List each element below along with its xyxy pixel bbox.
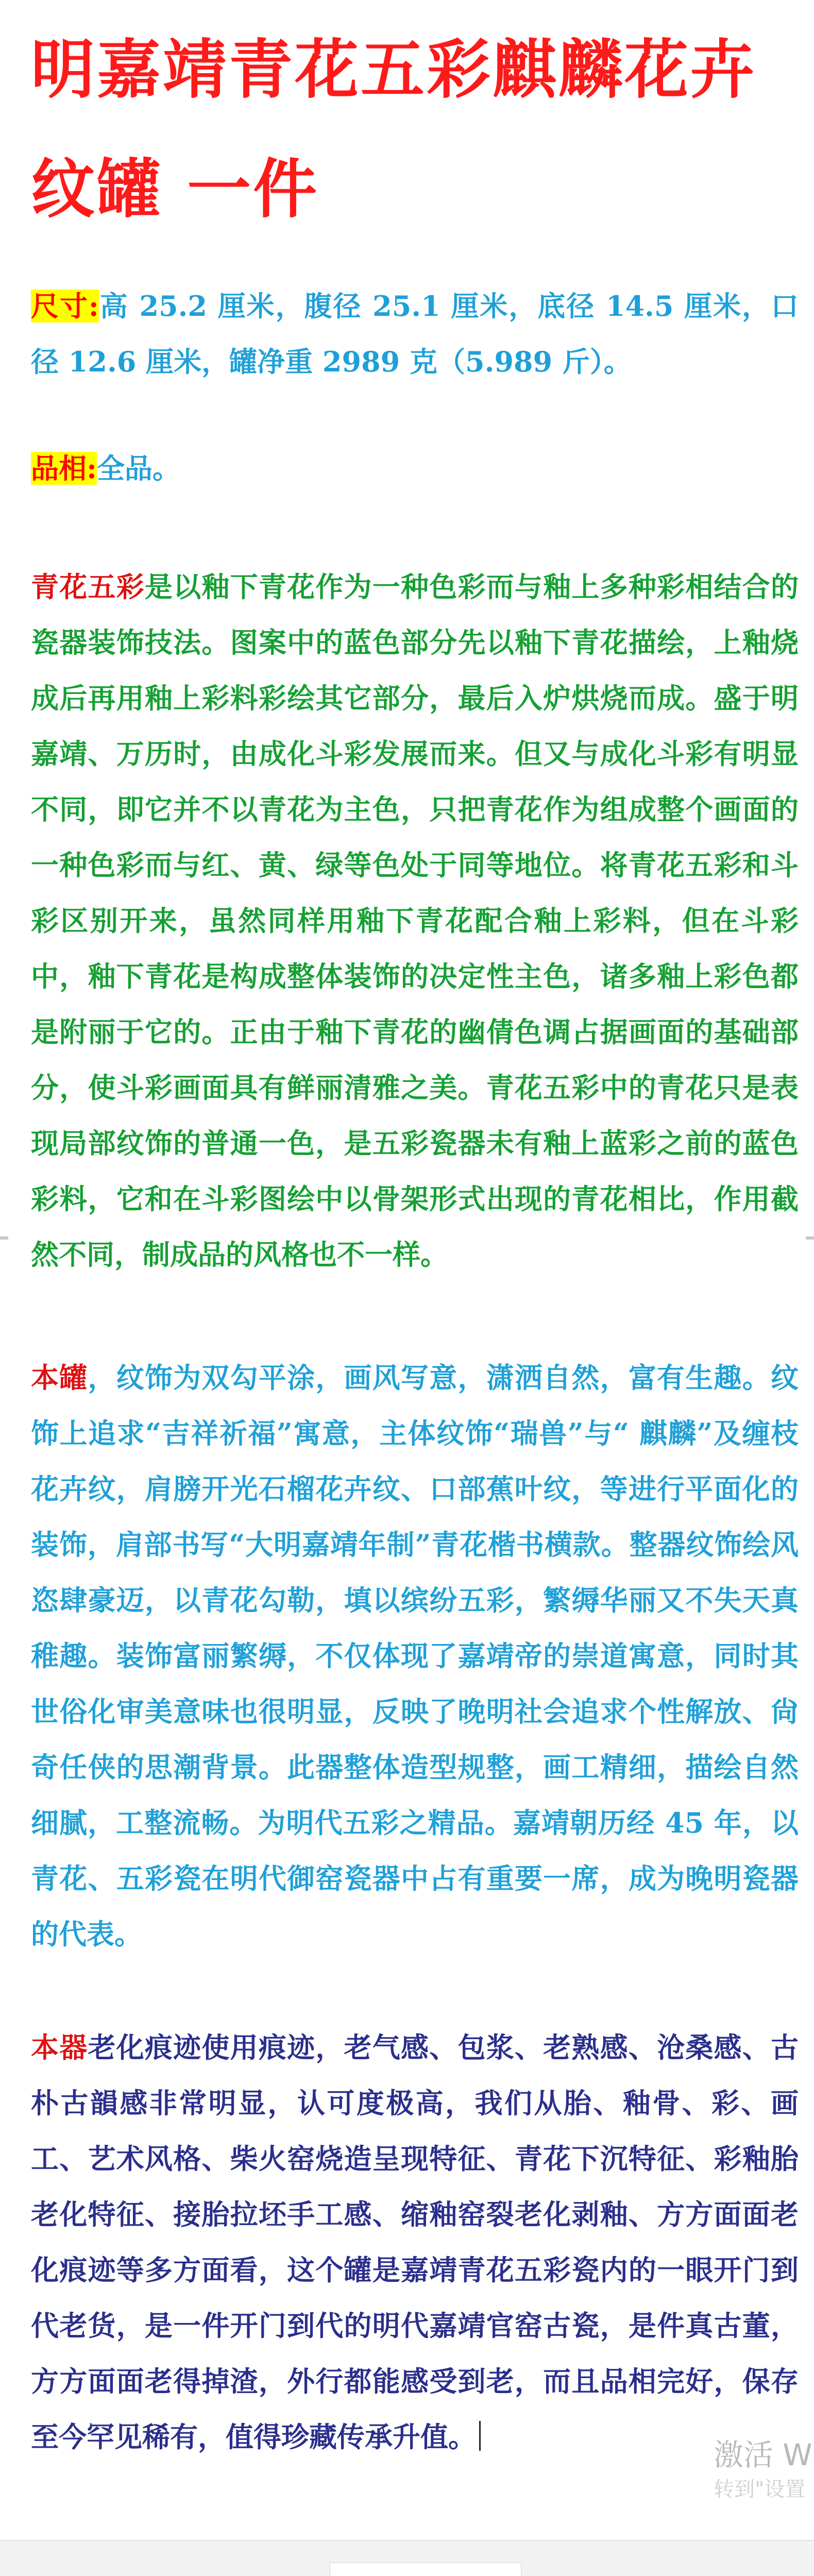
size-label: 尺寸: bbox=[31, 290, 99, 323]
jar-term: 本罐 bbox=[31, 1361, 88, 1394]
wucai-text: 是以釉下青花作为一种色彩而与釉上多种彩相结合的瓷器装饰技法。图案中的蓝色部分先以釉下青花描绘，上釉烧成后再用釉上彩料彩绘其它部分，最后入炉烘烧而成。盛于明嘉靖、万历时，由成化斗彩发展而来。但又与成化斗彩有明显不同，即它并不以青花为主色，只把青花作为组成整个画面的一种色彩而与红、黄、绿等色处于同等地位。将青花五彩和斗彩区别开来，虽然同样用釉下青花配合釉上彩料，但在斗彩中，釉下青花是构成整体装饰的决定性主色，诸多釉上彩色都是附丽于它的。正由于釉下青花的幽倩色调占据画面的基础部分，使斗彩画面具有鲜丽清雅之美。青花五彩中的青花只是表现局部纹饰的普通一色，是五彩瓷器未有釉上蓝彩之前的蓝色彩料，它和在斗彩图绘中以骨架形式出现的青花相比，作用截然不同，制成品的风格也不一样。 bbox=[31, 570, 799, 1271]
aging-term: 本器 bbox=[31, 2031, 88, 2064]
condition-text: 全品。 bbox=[96, 452, 180, 485]
document-title: 明嘉靖青花五彩麒麟花卉纹罐 一件 bbox=[31, 33, 757, 227]
margin-marker-right bbox=[806, 1236, 814, 1240]
jar-text: ，纹饰为双勾平涂，画风写意，潇洒自然，富有生趣。纹饰上追求“吉祥祈福”寓意，主体纹饰“瑞兽”与“ 麒麟”及缠枝花卉纹，肩膀开光石榴花卉纹、口部蕉叶纹，等进行平面化的装饰，肩部书写“大明嘉靖年制”青花楷书横款。整器纹饰绘风恣肆豪迈，以青花勾勒，填以缤纷五彩，繁缛华丽又不失天真稚趣。装饰富丽繁缛，不仅体现了嘉靖帝的崇道寓意，同时其世俗化审美意味也很明显，反映了晚明社会追求个性解放、尙奇任侠的思潮背景。此器整体造型规整，画工精细，描绘自然细腻，工整流畅。为明代五彩之精品。嘉靖朝历经 45 年，以青花、五彩瓷在明代御窑瓷器中占有重要一席，成为晚明瓷器的代表。 bbox=[31, 1361, 799, 1951]
document-bottom-bar bbox=[0, 2540, 814, 2576]
wucai-paragraph bbox=[31, 559, 799, 1282]
size-text: 高 25.2 厘米，腹径 25.1 厘米，底径 14.5 厘米，口径 12.6 厘米，罐净重 2989 克（5.989 斤）。 bbox=[31, 290, 799, 378]
condition-paragraph bbox=[31, 440, 799, 496]
activation-watermark: 激活 W bbox=[714, 2437, 812, 2472]
text-cursor bbox=[479, 2421, 481, 2451]
wucai-term: 青花五彩 bbox=[31, 570, 145, 603]
aging-paragraph bbox=[31, 2020, 799, 2465]
activation-watermark-sub: 转到"设置 bbox=[714, 2478, 806, 2501]
aging-text: 老化痕迹使用痕迹，老气感、包浆、老熟感、沧桑感、古朴古韻感非常明显，认可度极高，我们从胎、釉骨、彩、画工、艺术风格、柴火窑烧造呈现特征、青花下沉特征、彩釉胎老化特征、接胎拉坯手工感、缩釉窑裂老化剥釉、方方面面老化痕迹等多方面看，这个罐是嘉靖青花五彩瓷内的一眼开门到代老货，是一件开门到代的明代嘉靖官窑古瓷，是件真古董，方方面面老得掉渣，外行都能感受到老，而且品相完好，保存至今罕见稀有，值得珍藏传承升值。 bbox=[31, 2031, 799, 2453]
margin-marker-left bbox=[0, 1236, 8, 1240]
jar-paragraph bbox=[31, 1350, 799, 1962]
condition-label: 品相: bbox=[31, 452, 97, 485]
page-tab[interactable] bbox=[330, 2563, 521, 2576]
size-paragraph bbox=[31, 278, 799, 389]
